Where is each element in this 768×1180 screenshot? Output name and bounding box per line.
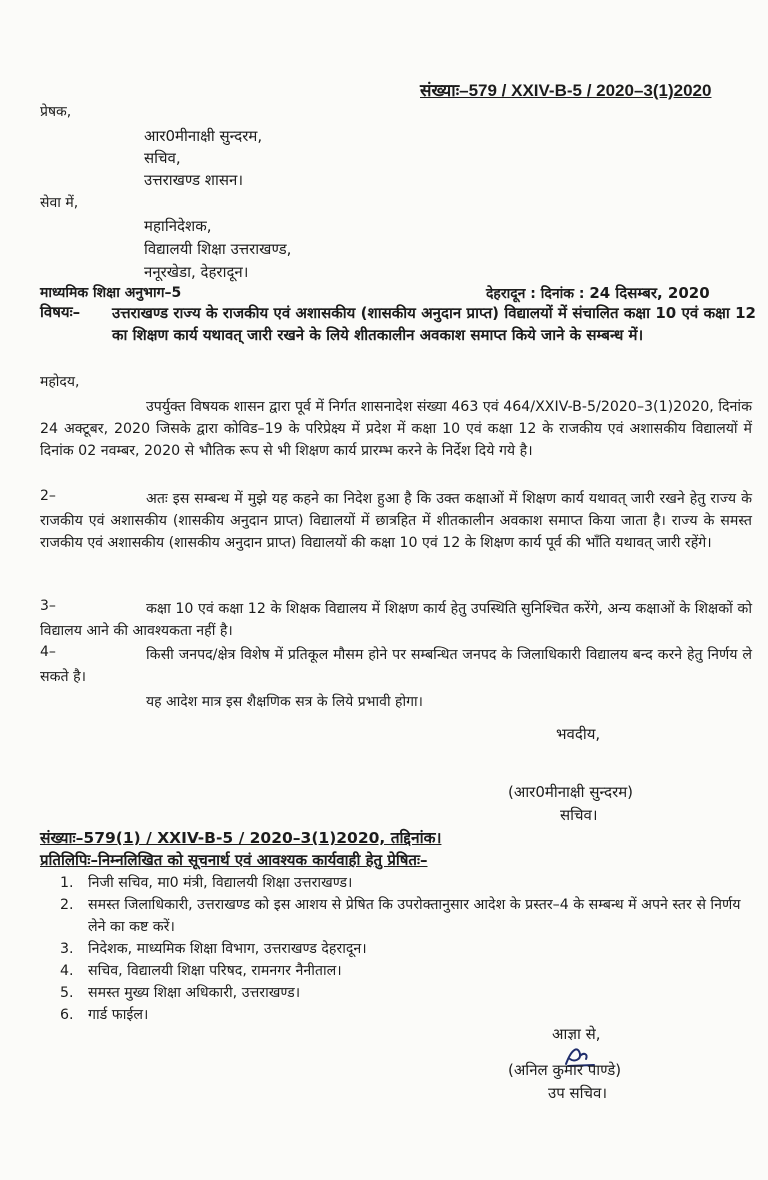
deputy-secretary-name: (अनिल कुमार पाण्डे) xyxy=(508,1061,622,1079)
yours-faithfully: भवदीय, xyxy=(556,725,601,743)
list-item-number: 3. xyxy=(60,941,74,957)
list-item xyxy=(60,960,750,982)
list-item-number: 2. xyxy=(60,897,74,913)
closing-line: यह आदेश मात्र इस शैक्षणिक सत्र के लिये प्रभावी होगा। xyxy=(146,694,423,710)
paragraph-2: अतः इस सम्बन्ध में मुझे यह कहने का निदेश हुआ है कि उक्त कक्षाओं में शिक्षण कार्य यथावत् जारी रखने हेतु राज्य के राजकीय एवं अशासकीय (शासकीय अनुदान प्राप्त) विद्यालयों में छात्रहित में शीतकालीन अवकाश समाप्त किया जाता है। राज्य के समस्त राजकीय एवं अशासकीय (शासकीय अनुदान प्राप्त) विद्यालयों की कक्षा 10 एवं 12 के शिक्षण कार्य पूर्व की भाँति यथावत् जारी रहेंगे। xyxy=(40,491,752,551)
recipient-office: विद्यालयी शिक्षा उत्तराखण्ड, xyxy=(144,240,292,258)
copy-reference-number: संख्याः–579(1) / XXIV-B-5 / 2020–3(1)2020, तद्दिनांक। xyxy=(40,829,442,847)
list-item-number: 1. xyxy=(60,875,74,891)
paragraph-4: किसी जनपद/क्षेत्र विशेष में प्रतिकूल मौसम होने पर सम्बन्धित जनपद के जिलाधिकारी विद्यालय बन्द करने हेतु निर्णय ले सकते है। xyxy=(40,647,752,685)
sender-label: प्रेषक, xyxy=(40,104,72,120)
subject-text: उत्तराखण्ड राज्य के राजकीय एवं अशासकीय (शासकीय अनुदान प्राप्त) विद्यालयों में संचालित कक्षा 10 एवं कक्षा 12 का शिक्षण कार्य यथावत् जारी रखने के लिये शीतकालीन अवकाश समाप्त किये जाने के सम्बन्ध में। xyxy=(112,304,756,344)
deputy-secretary-designation: उप सचिव। xyxy=(548,1084,608,1102)
subject-label: विषयः– xyxy=(40,303,81,321)
letter-date: 24 दिसम्बर, 2020 xyxy=(589,284,710,302)
sender-designation: सचिव, xyxy=(144,149,181,167)
reference-number: संख्याः–579 / XXIV-B-5 / 2020–3(1)2020 xyxy=(420,81,712,100)
recipient-address: ननूरखेडा, देहरादून। xyxy=(144,263,249,281)
list-item-number: 5. xyxy=(60,985,74,1001)
salutation: महोदय, xyxy=(40,374,80,390)
paragraph-4-number: 4– xyxy=(40,644,56,660)
place-date-label: देहरादून : दिनांक : xyxy=(486,286,590,302)
copy-heading: प्रतिलिपिः–निम्नलिखित को सूचनार्थ एवं आवश्यक कार्यवाही हेतु प्रेषितः– xyxy=(40,851,428,869)
signatory-name: (आर0मीनाक्षी सुन्दरम) xyxy=(508,783,634,801)
by-order: आज्ञा से, xyxy=(552,1025,601,1043)
paragraph-3-number: 3– xyxy=(40,598,56,614)
copy-recipients-list xyxy=(60,872,750,1026)
list-item-text: निदेशक, माध्यमिक शिक्षा विभाग, उत्तराखण्ड देहरादून। xyxy=(88,941,367,957)
signatory-designation: सचिव। xyxy=(560,806,598,824)
list-item xyxy=(60,894,750,938)
list-item xyxy=(60,982,750,1004)
list-item-number: 6. xyxy=(60,1007,74,1023)
place-date xyxy=(486,283,710,303)
recipient-designation: महानिदेशक, xyxy=(144,217,212,235)
paragraph-3: कक्षा 10 एवं कक्षा 12 के शिक्षक विद्यालय में शिक्षण कार्य हेतु उपस्थिति सुनिश्चित करेंगे, अन्य कक्षाओं के शिक्षकों को विद्यालय आने की आवश्यकता नहीं है। xyxy=(40,601,752,639)
list-item-number: 4. xyxy=(60,963,74,979)
list-item xyxy=(60,938,750,960)
paragraph-1: उपर्युक्त विषयक शासन द्वारा पूर्व में निर्गत शासनादेश संख्या 463 एवं 464/XXIV-B-5/2020–3(1)2020, दिनांक 24 अक्टूबर, 2020 जिसके द्वारा कोविड–19 के परिप्रेक्ष्य में प्रदेश में कक्षा 10 एवं कक्षा 12 के राजकीय एवं अशासकीय विद्यालयों में दिनांक 02 नवम्बर, 2020 से भौतिक रूप से भी शिक्षण कार्य प्रारम्भ करने के निर्देश दिये गये है। xyxy=(40,399,752,459)
recipient-label: सेवा में, xyxy=(40,195,79,211)
paragraph-2-number: 2– xyxy=(40,488,56,504)
sender-name: आर0मीनाक्षी सुन्दरम, xyxy=(144,127,263,145)
list-item xyxy=(60,872,750,894)
list-item-text: गार्ड फाईल। xyxy=(88,1007,149,1023)
list-item xyxy=(60,1004,750,1026)
list-item-text: सचिव, विद्यालयी शिक्षा परिषद, रामनगर नैनीताल। xyxy=(88,963,342,979)
sender-office: उत्तराखण्ड शासन। xyxy=(144,171,244,189)
list-item-text: समस्त जिलाधिकारी, उत्तराखण्ड को इस आशय से प्रेषित कि उपरोक्तानुसार आदेश के प्रस्तर–4 के सम्बन्ध में अपने स्तर से निर्णय लेने का कष्ट करें। xyxy=(88,897,741,935)
list-item-text: निजी सचिव, मा0 मंत्री, विद्यालयी शिक्षा उत्तराखण्ड। xyxy=(88,875,353,891)
list-item-text: समस्त मुख्य शिक्षा अधिकारी, उत्तराखण्ड। xyxy=(88,985,301,1001)
section-name: माध्यमिक शिक्षा अनुभाग–5 xyxy=(40,285,182,301)
